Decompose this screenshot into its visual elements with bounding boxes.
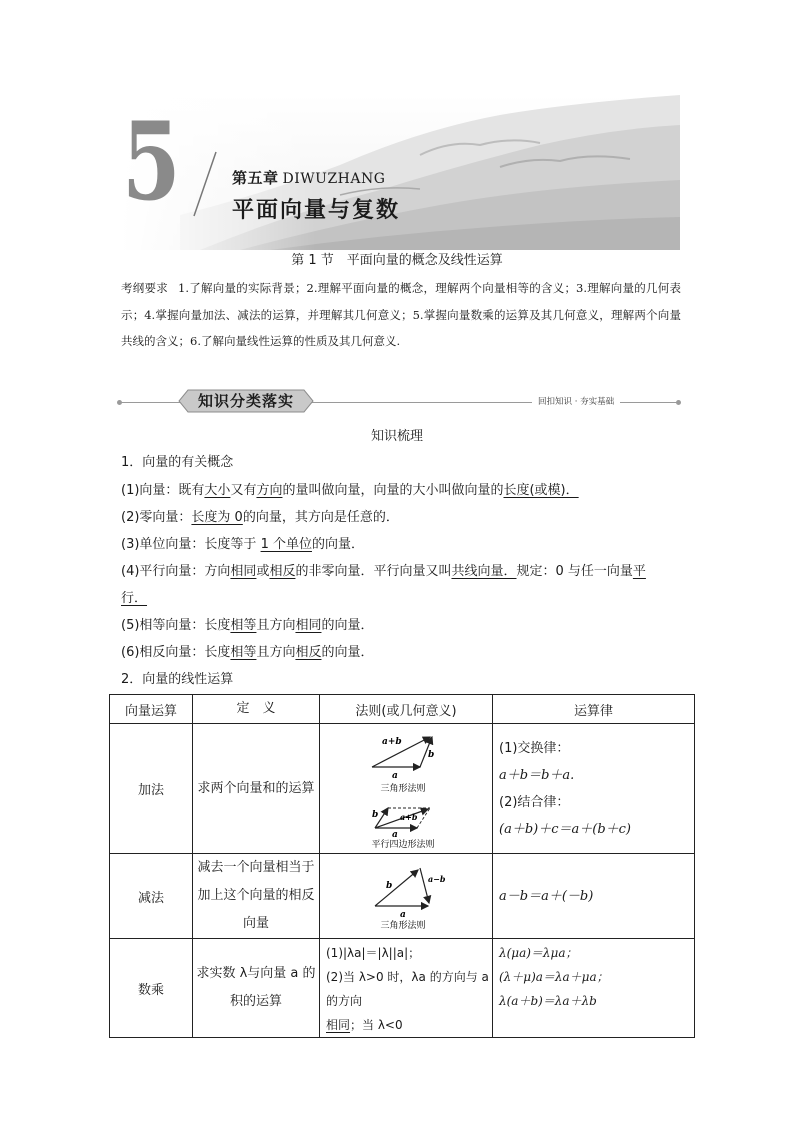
concept-item-zero-vector [121,506,399,525]
text: (3)单位向量：长度等于 [121,537,261,552]
blank-answer: 相反 [295,645,322,660]
text: (4)平行向量：方向 [121,564,231,579]
rule-line [326,1013,492,1037]
operation-name: 加法 [110,724,193,854]
label-a: a [392,770,398,781]
text: (6)相反向量：长度 [121,645,231,660]
label-b: b [386,881,393,891]
operations-heading: 2．向量的线性运算 [121,672,234,687]
addition-laws [493,724,695,854]
rule-figures-addition [320,724,493,854]
blank-answer: 相等 [230,645,257,660]
rule-line: (1)|λa|＝|λ||a|； [326,946,421,960]
scalar-laws [493,939,695,1038]
header-cell: 向量运算 [110,695,193,724]
concepts-heading: 1．向量的有关概念 [121,455,234,470]
subtraction-rule-diagram [320,856,486,932]
section-bar-title: 知识分类落实 [197,392,294,410]
text: (1)向量：既有 [121,483,205,498]
syllabus-text: 1.了解向量的实际背景；2.理解平面向量的概念，理解两个向量相等的含义；3.理解向量的几何表示；4.掌握向量加法、减法的运算，并理解其几何意义；5.掌握向量数乘的运算及其几何意义，理解两个向量共线的含义；6.了解向量线性运算的性质及其几何意义. [121,281,681,348]
text: (5)相等向量：长度 [121,618,231,633]
concept-item-parallel-vector [121,560,646,579]
label-diff: a−b [428,874,446,884]
addition-rule-diagram [320,725,486,849]
law-line: (λ＋μ)a＝λa＋μa； [499,970,609,984]
pg-label-sum: a+b [400,811,418,822]
section-title: 第 1 节 平面向量的概念及线性运算 [291,253,503,268]
blank-answer: 行． [121,591,148,606]
pg-label-a: a [392,829,398,840]
text: 的向量． [311,537,364,552]
text: 的向量，其方向是任意的． [242,510,399,525]
concept-item-parallel-vector-cont [121,587,147,606]
operation-definition: 求两个向量和的运算 [193,724,320,854]
blank-answer: 方向 [256,483,283,498]
pg-label-b: b [372,809,379,820]
header-cell: 法则(或几何意义) [320,695,493,724]
law-line: (a＋b)＋c＝a＋(b＋c) [499,821,631,837]
scalar-rules [320,939,493,1038]
law-line: λ(a＋b)＝λa＋λb [499,994,597,1008]
text: 且方向 [256,645,296,660]
blank-answer: 相反 [269,564,296,579]
chapter-label-en: DIWUZHANG [282,171,386,187]
label-a: a [400,910,406,920]
chapter-number: 5 [122,99,181,225]
blank-answer: 相等 [230,618,257,633]
table-row-scalar [110,939,695,1038]
chapter-title: 平面向量与复数 [232,198,401,223]
operation-name: 减法 [110,854,193,939]
concept-item-unit-vector [121,533,364,552]
text: 的量叫做向量，向量的大小叫做向量的 [282,483,504,498]
syllabus-paragraph [121,275,681,355]
rule-figure-subtraction [320,854,493,939]
blank-answer: 平 [632,564,646,579]
text: 或 [256,564,270,579]
slash-divider [190,150,220,220]
text: 规定：0 与任一向量 [516,564,633,579]
section-bar-dot-left [117,400,122,405]
table-row-addition [110,724,695,854]
label-sum: a+b [382,736,402,747]
law-line: λ(μa)＝λμa； [499,946,578,960]
blank-answer: 长度(或模)． [503,483,579,498]
blank-answer: 共线向量． [451,564,517,579]
text: 的非零向量．平行向量又叫 [295,564,452,579]
subtraction-law: a－b＝a＋(－b) [493,854,695,939]
blank-answer: 相同 [295,618,322,633]
blank-answer: 相同 [230,564,257,579]
table-row-subtraction [110,854,695,939]
text: 的向量． [321,645,374,660]
section-bar-dot-right [676,400,681,405]
chapter-label [232,167,385,188]
header-cell: 定 义 [193,695,320,724]
caption-triangle-rule: 三角形法则 [380,783,426,794]
blank-answer: 相同 [326,1018,351,1032]
caption-parallelogram-rule: 平行四边形法则 [371,839,435,849]
law-line: (1)交换律： [499,740,570,756]
concept-item-opposite-vector [121,641,373,660]
law-line: a＋b＝b＋a. [499,767,575,783]
text: 且方向 [256,618,296,633]
label-b: b [428,749,435,760]
operation-definition: 求实数 λ与向量 a 的积的运算 [193,939,320,1038]
vector-b [375,870,418,906]
concept-item-vector [121,479,579,498]
law-line: (2)结合律： [499,794,570,810]
blank-answer: 长度为 0 [191,510,243,525]
subheading: 知识梳理 [370,429,423,444]
caption-triangle-rule: 三角形法则 [380,921,426,931]
text: 又有 [230,483,257,498]
table-header-row [110,695,695,724]
header-cell: 运算律 [493,695,695,724]
linear-operations-table [109,694,695,1038]
operation-definition: 减去一个向量相当于加上这个向量的相反向量 [193,854,320,939]
text: ；当 λ<0 [350,1018,403,1032]
text: (2)零向量： [121,510,192,525]
rule-line: (2)当 λ>0 时，λa 的方向与 a 的方向 [326,970,489,1008]
section-bar-caption: 回扣知识 · 夯实基础 [532,395,620,407]
chapter-label-cn: 第五章 [232,169,279,187]
text: 的向量． [321,618,374,633]
concept-item-equal-vector [121,614,373,633]
blank-answer: 1 个单位 [260,537,312,552]
syllabus-label: 考纲要求 [121,281,169,295]
blank-answer: 大小 [204,483,231,498]
operation-name: 数乘 [110,939,193,1038]
